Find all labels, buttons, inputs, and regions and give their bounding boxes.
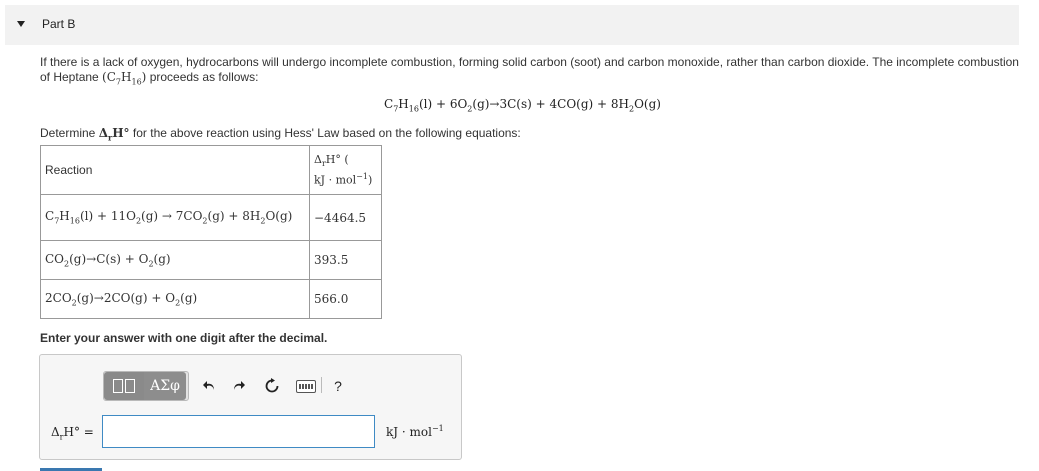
intro-text: If there is a lack of oxygen, hydrocarbons will undergo incomplete combustion, forming solid carbon (soot) and carbon monoxide, rather than carbon dioxide. The incomplete combustion of Heptane $(C_7H_{16})$ proceeds as follows: bbox=[40, 55, 1019, 87]
reaction-cell: $CO_2(g)\to C(s) + O_2(g)$ bbox=[41, 241, 310, 280]
answer-unit: kJ · mol$^{-1}$ bbox=[386, 424, 444, 439]
enthalpy-cell: −4464.5 bbox=[310, 195, 382, 241]
keyboard-icon[interactable] bbox=[295, 375, 317, 397]
determine-text: Determine $\Delta_rH^\circ$ for the above reaction using Hess' Law based on the following equations: bbox=[40, 126, 521, 143]
main-equation: $C_7H_{16}(l) + 6O_2(g)\to 3C(s) + 4CO(g) + 8H_2O(g)$ bbox=[384, 97, 661, 114]
table-row bbox=[41, 280, 382, 319]
redo-icon[interactable] bbox=[227, 375, 249, 397]
greek-letters-icon[interactable]: ΑΣφ bbox=[144, 372, 186, 400]
part-title: Part B bbox=[42, 17, 76, 31]
table-header-row bbox=[41, 146, 382, 195]
instruction-text: Enter your answer with one digit after the decimal. bbox=[40, 331, 328, 345]
table-row bbox=[41, 241, 382, 280]
answer-input[interactable] bbox=[102, 415, 375, 448]
reset-icon[interactable] bbox=[261, 375, 283, 397]
reactions-table bbox=[40, 145, 382, 319]
templates-icon[interactable] bbox=[104, 372, 144, 400]
answer-box bbox=[39, 354, 462, 460]
answer-label: $\Delta_rH^\circ$ = bbox=[51, 425, 94, 442]
table-row bbox=[41, 195, 382, 241]
header-reaction: Reaction bbox=[41, 146, 310, 195]
enthalpy-cell: 566.0 bbox=[310, 280, 382, 319]
template-group bbox=[103, 371, 189, 401]
header-enthalpy: $\Delta_rH^\circ$ ( kJ · mol$^{-1}$) bbox=[310, 146, 382, 195]
enthalpy-cell: 393.5 bbox=[310, 241, 382, 280]
undo-icon[interactable] bbox=[199, 375, 221, 397]
collapse-triangle-icon[interactable] bbox=[17, 21, 25, 27]
help-icon[interactable]: ? bbox=[334, 378, 342, 394]
part-header[interactable] bbox=[5, 5, 1019, 45]
toolbar-separator bbox=[321, 377, 322, 393]
reaction-cell: $C_7H_{16}(l) + 11O_2(g) \to 7CO_2(g) + 8H_2O(g)$ bbox=[41, 195, 310, 241]
reaction-cell: $2CO_2(g)\to 2CO(g) + O_2(g)$ bbox=[41, 280, 310, 319]
